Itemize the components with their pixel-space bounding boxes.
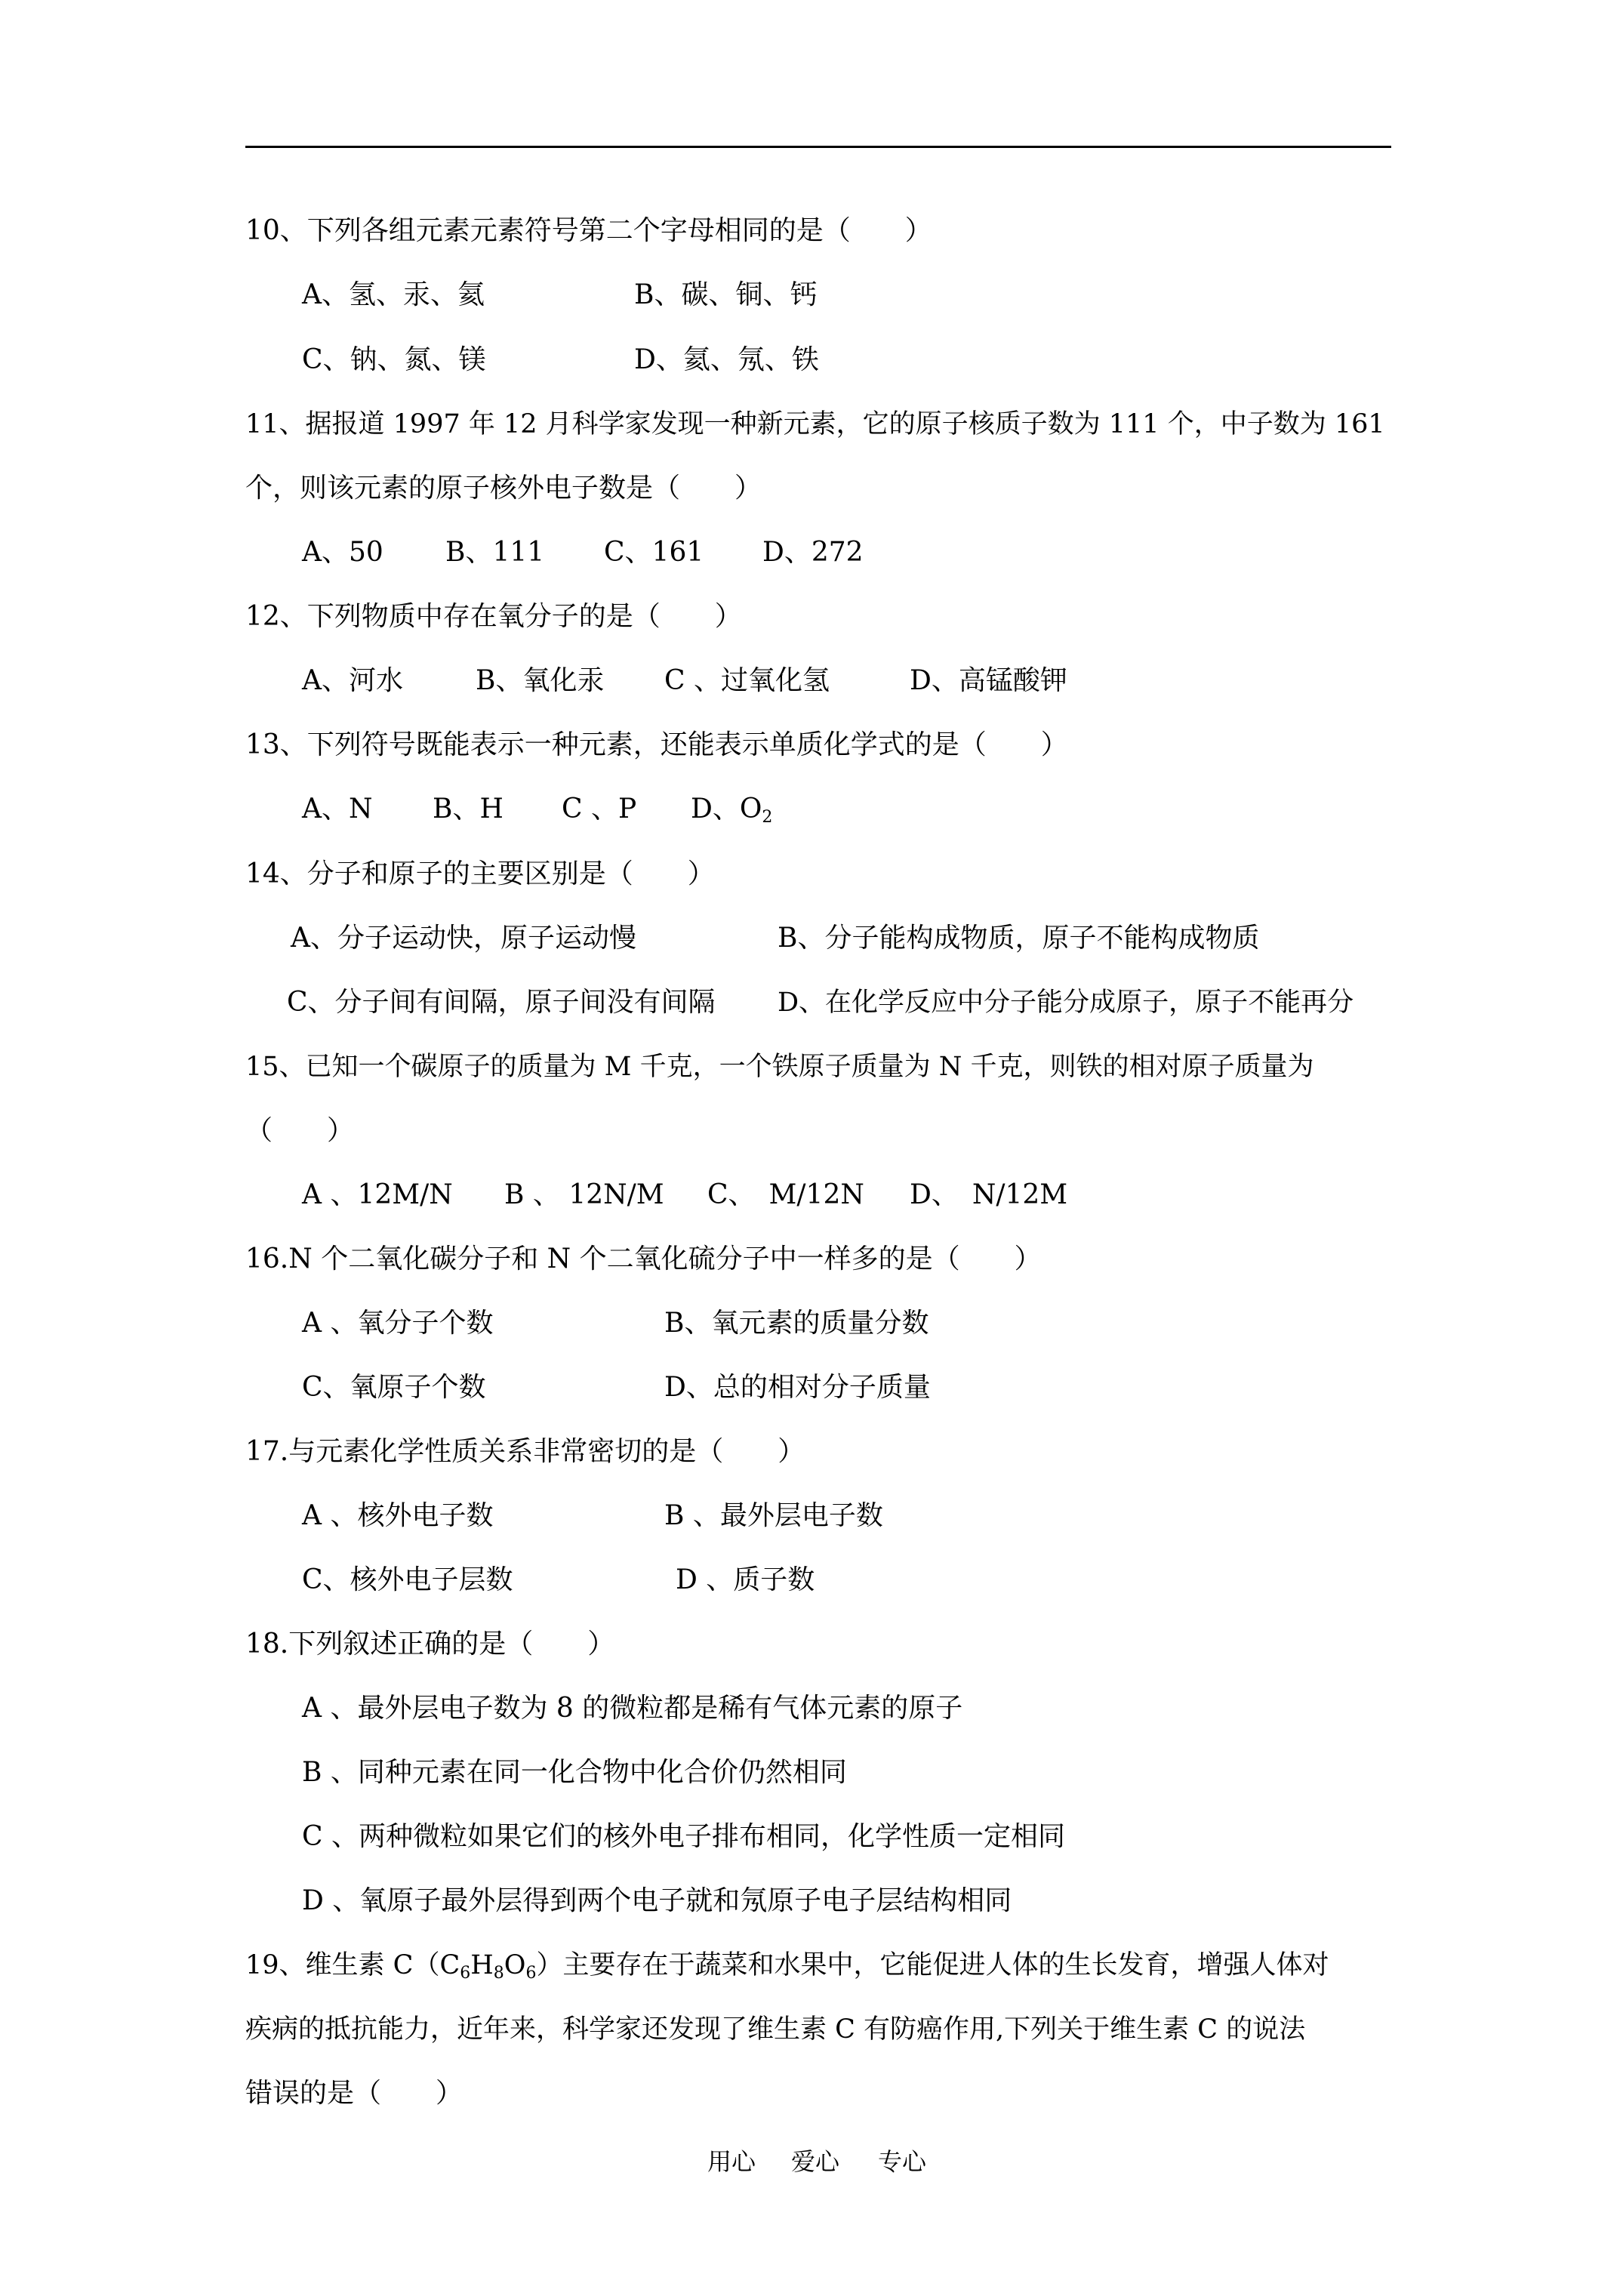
question-15-option-d: D、 N/12M [910, 1179, 1068, 1210]
q19-h: H [470, 1950, 494, 1980]
question-16-stem: 16.N 个二氧化碳分子和 N 个二氧化硫分子中一样多的是（ ） [245, 1244, 1042, 1274]
question-13-stem: 13、下列符号既能表示一种元素，还能表示单质化学式的是（ ） [245, 729, 1068, 760]
footer-item-yongxin: 用心 [707, 2147, 756, 2176]
q19-sub-c: 6 [460, 1964, 471, 1983]
question-16-option-c: C、氧原子个数 [302, 1372, 486, 1403]
question-11-option-d: D、272 [762, 537, 864, 568]
page-footer [0, 2143, 1623, 2180]
question-11-option-a: A、50 [302, 537, 383, 568]
question-15-stem-line1: 15、已知一个碳原子的质量为 M 千克，一个铁原子质量为 N 千克，则铁的相对原子质量为 [245, 1052, 1314, 1082]
question-16-option-d: D、总的相对分子质量 [664, 1372, 931, 1403]
q19-prefix: 19、维生素 C（C [245, 1950, 460, 1980]
question-12-option-c: C 、过氧化氢 [664, 665, 830, 696]
question-16-option-a: A 、氧分子个数 [302, 1308, 494, 1339]
question-14-stem: 14、分子和原子的主要区别是（ ） [245, 858, 715, 889]
q19-o: O [504, 1950, 526, 1980]
question-19-stem-line1 [245, 1946, 1329, 1984]
q19-sub-h: 8 [493, 1964, 504, 1983]
question-13-option-d [691, 791, 772, 828]
question-14-option-d: D、在化学反应中分子能分成原子，原子不能再分 [778, 988, 1354, 1018]
question-17-stem: 17.与元素化学性质关系非常密切的是（ ） [245, 1436, 805, 1467]
question-18-option-b: B 、同种元素在同一化合物中化合价仍然相同 [302, 1757, 847, 1788]
question-17-option-c: C、核外电子层数 [302, 1564, 513, 1595]
question-11-stem-line1: 11、据报道 1997 年 12 月科学家发现一种新元素，它的原子核质子数为 111 个，中子数为 161 [245, 409, 1385, 439]
footer-item-aixin: 爱心 [791, 2147, 840, 2176]
q19-sub-o: 6 [525, 1964, 537, 1983]
question-15-option-c: C、 M/12N [707, 1179, 864, 1210]
question-14-option-c: C、分子间有间隔，原子间没有间隔 [287, 987, 716, 1018]
question-19-stem-line3: 错误的是（ ） [245, 2078, 463, 2109]
question-12-option-d: D、高锰酸钾 [910, 665, 1067, 696]
question-18-stem: 18.下列叙述正确的是（ ） [245, 1629, 615, 1660]
subscript-2: 2 [762, 808, 773, 827]
question-17-option-a: A 、核外电子数 [302, 1500, 494, 1531]
question-15-option-b: B 、 12N/M [504, 1179, 664, 1210]
question-13-option-c: C 、P [562, 794, 637, 824]
footer-item-zhuanxin: 专心 [878, 2147, 927, 2176]
question-11-option-c: C、161 [604, 537, 704, 568]
question-14-option-b: B、分子能构成物质，原子不能构成物质 [778, 923, 1260, 954]
question-10-option-a: A、氢、汞、氦 [302, 279, 485, 310]
q19-suffix: ）主要存在于蔬菜和水果中，它能促进人体的生长发育，增强人体对 [536, 1950, 1329, 1980]
question-10-option-b: B、碳、铜、钙 [634, 279, 818, 310]
question-16-option-b: B、氧元素的质量分数 [664, 1308, 929, 1339]
question-17-option-d: D 、质子数 [676, 1564, 815, 1595]
question-14-option-a: A、分子运动快，原子运动慢 [291, 923, 636, 954]
question-13-option-a: A、N [302, 794, 373, 824]
question-13-option-b: B、H [433, 794, 504, 824]
question-10-stem: 10、下列各组元素元素符号第二个字母相同的是（ ） [245, 215, 932, 246]
question-19-stem-line2: 疾病的抵抗能力，近年来，科学家还发现了维生素 C 有防癌作用,下列关于维生素 C 的说法 [245, 2014, 1306, 2045]
question-15-option-a: A 、12M/N [302, 1179, 453, 1210]
question-18-option-a: A 、最外层电子数为 8 的微粒都是稀有气体元素的原子 [302, 1693, 963, 1724]
question-12-option-b: B、氧化汞 [476, 665, 605, 696]
question-12-stem: 12、下列物质中存在氧分子的是（ ） [245, 601, 742, 632]
question-18-option-d: D 、氧原子最外层得到两个电子就和氖原子电子层结构相同 [302, 1885, 1012, 1916]
header-rule [245, 146, 1391, 148]
question-15-stem-line2: （ ） [245, 1115, 355, 1146]
question-17-option-b: B 、最外层电子数 [664, 1500, 883, 1531]
question-10-option-c: C、钠、氮、镁 [302, 344, 486, 375]
question-10-option-d: D、氦、氖、铁 [634, 344, 819, 375]
option-d-text: D、O [691, 794, 762, 824]
question-11-option-b: B、111 [445, 537, 545, 568]
question-12-option-a: A、河水 [302, 665, 403, 696]
question-11-stem-line2: 个，则该元素的原子核外电子数是（ ） [245, 473, 762, 504]
question-18-option-c: C 、两种微粒如果它们的核外电子排布相同，化学性质一定相同 [302, 1821, 1065, 1852]
